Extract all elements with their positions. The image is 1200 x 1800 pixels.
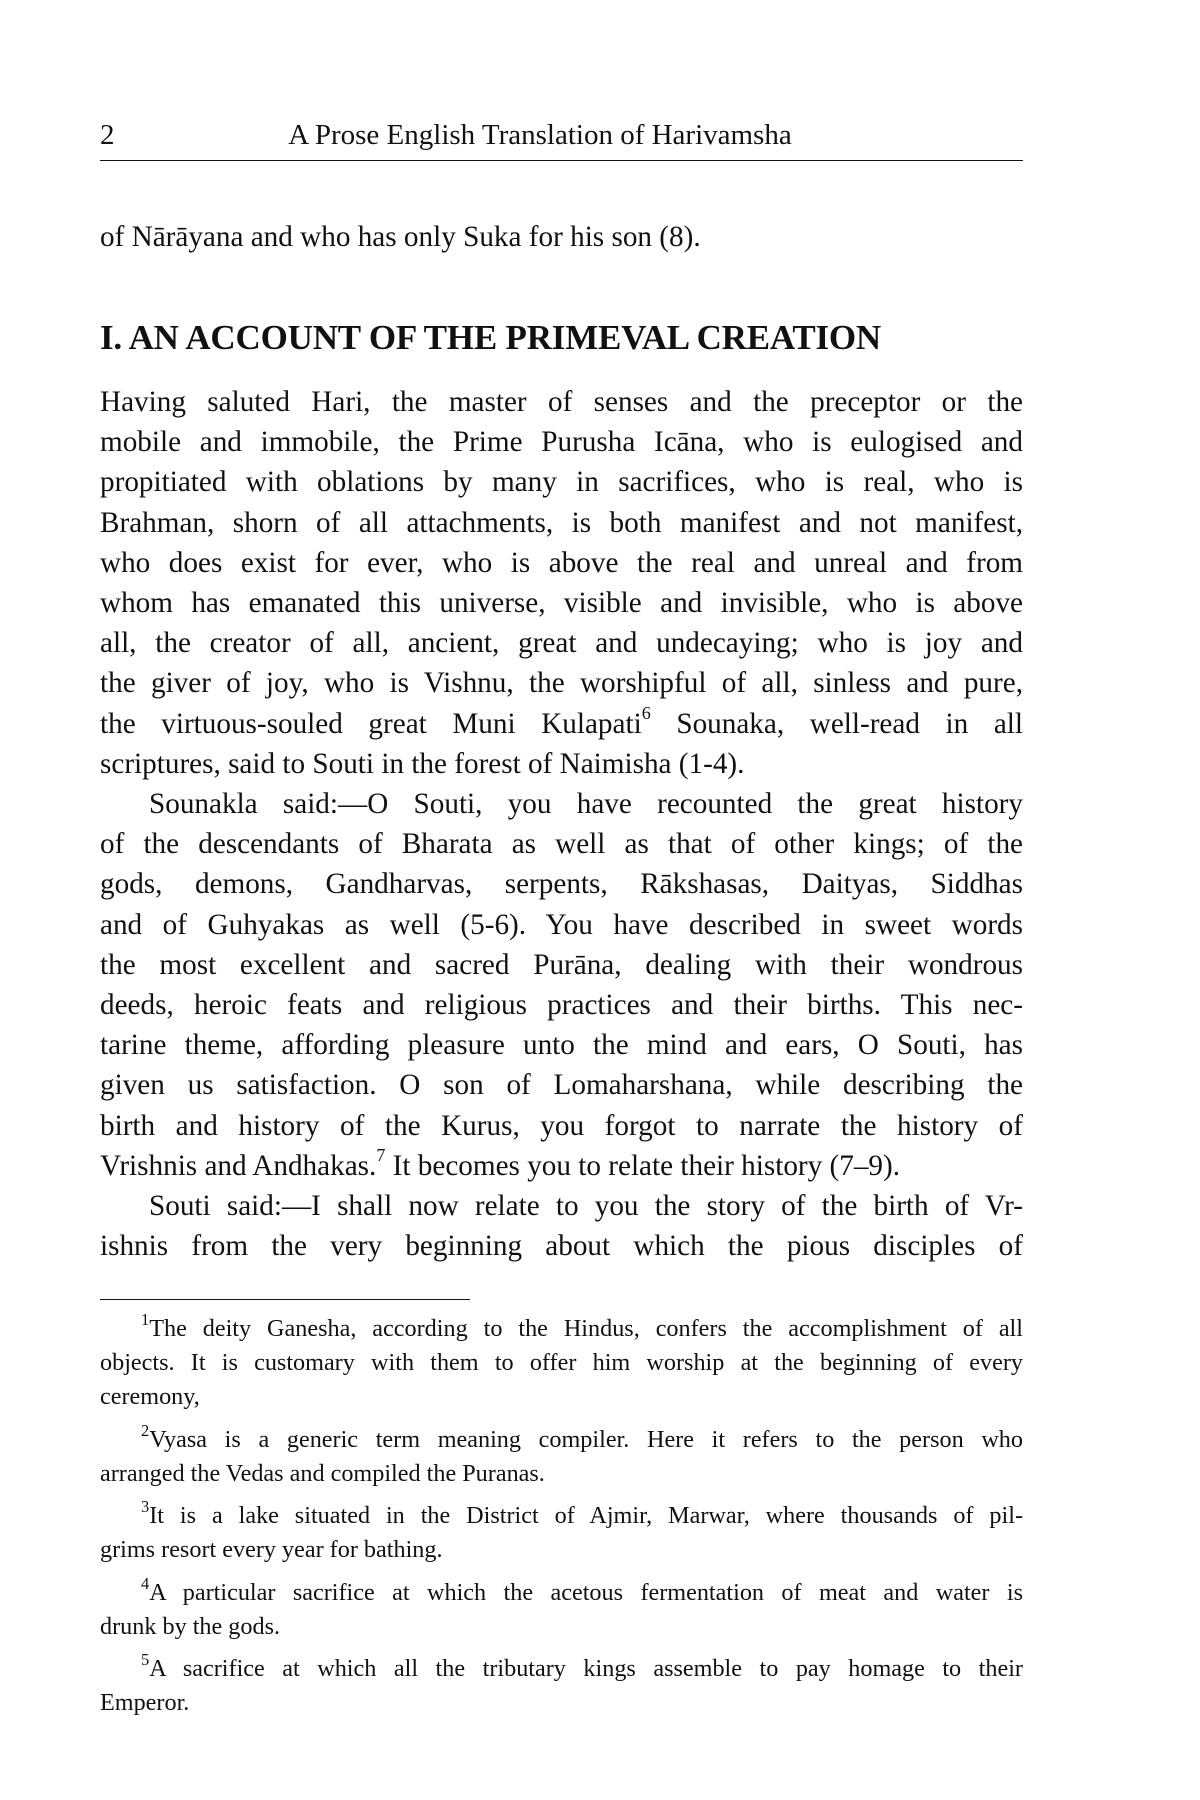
text-line: the most excellent and sacred Purāna, dealing with their wondrous	[100, 948, 1023, 981]
text-line: who does exist for ever, who is above the real and unreal and from	[100, 546, 1023, 579]
text-line: given us satisfaction. O son of Lomaharshana, while describing the	[100, 1069, 1023, 1102]
text-fragment: A particular sacrifice at which the acetous fermentation of meat and water is	[149, 1578, 1023, 1606]
text-line	[100, 1573, 1023, 1610]
text-line: objects. It is customary with them to offer him worship at the beginning of every	[100, 1349, 1023, 1376]
footnote-reference[interactable]: 7	[376, 1145, 386, 1166]
footnote-rule	[100, 1299, 470, 1300]
text-fragment: Vrishnis and Andhakas.	[100, 1149, 377, 1182]
text-line: Brahman, shorn of all attachments, is both manifest and not manifest,	[100, 506, 1023, 539]
text-line: scriptures, said to Souti in the forest of Naimisha (1-4).	[100, 747, 745, 780]
text-line: ishnis from the very beginning about which the pious disciples of	[100, 1230, 1023, 1263]
text-line	[100, 1420, 1023, 1457]
running-head	[100, 115, 1023, 155]
section-body	[100, 382, 1023, 1266]
text-fragment: It is a lake situated in the District of Ajmir, Marwar, where thousands of pil-	[149, 1502, 1023, 1529]
footnotes	[100, 1312, 1023, 1729]
text-line: whom has emanated this universe, visible and invisible, who is above	[100, 587, 1023, 620]
section-heading: I. AN ACCOUNT OF THE PRIMEVAL CREATION	[100, 318, 882, 357]
text-line: deeds, heroic feats and religious practices and their births. This nec-	[100, 989, 1023, 1022]
footnote-marker: 4	[141, 1573, 150, 1593]
text-line: birth and history of the Kurus, you forgot to narrate the history of	[100, 1109, 1023, 1142]
text-fragment: Sounaka, well-read in all	[650, 707, 1023, 740]
text-fragment: The deity Ganesha, according to the Hindus, confers the accomplishment of all	[149, 1315, 1023, 1342]
paragraph	[100, 382, 1023, 784]
text-line: mobile and immobile, the Prime Purusha Icāna, who is eulogised and	[100, 426, 1023, 459]
text-fragment: Vyasa is a generic term meaning compiler. Here it refers to the person who	[149, 1425, 1023, 1453]
text-line	[100, 1652, 1023, 1686]
footnote-marker: 2	[141, 1420, 150, 1440]
footnote-marker: 3	[141, 1497, 150, 1517]
text-fragment: the virtuous-souled great Muni Kulapati	[100, 707, 642, 740]
text-fragment: It becomes you to relate their history (7–9).	[385, 1149, 901, 1182]
text-line	[100, 1499, 1023, 1533]
text-line: of Nārāyana and who has only Suka for his son (8).	[100, 221, 701, 253]
text-line: gods, demons, Gandharvas, serpents, Rākshasas, Daityas, Siddhas	[100, 868, 1023, 901]
text-line	[100, 1312, 1023, 1346]
text-line: arranged the Vedas and compiled the Puranas.	[100, 1459, 545, 1487]
text-line	[100, 1146, 1023, 1186]
text-line: grims resort every year for bathing.	[100, 1536, 443, 1563]
text-line	[100, 704, 1023, 744]
page-number: 2	[100, 119, 115, 151]
text-line: Souti said:—I shall now relate to you the story of the birth of Vr-	[149, 1190, 1023, 1223]
text-line: Emperor.	[100, 1689, 190, 1716]
header-rule	[100, 160, 1023, 161]
text-line: all, the creator of all, ancient, great and undecaying; who is joy and	[100, 627, 1023, 660]
footnote	[100, 1420, 1023, 1491]
footnote-marker: 5	[141, 1650, 150, 1670]
text-line: Sounakla said:—O Souti, you have recounted the great history	[149, 788, 1023, 821]
text-line: of the descendants of Bharata as well as that of other kings; of the	[100, 828, 1023, 861]
footnote	[100, 1499, 1023, 1567]
continuation-paragraph	[100, 217, 1023, 257]
footnote-reference[interactable]: 6	[641, 703, 651, 724]
book-page	[100, 0, 1023, 1800]
book-title: A Prose English Translation of Harivamsha	[288, 119, 792, 151]
footnote	[100, 1312, 1023, 1414]
text-line: drunk by the gods.	[100, 1612, 281, 1640]
paragraph	[100, 784, 1023, 1186]
footnote-marker: 1	[141, 1310, 150, 1330]
text-line: Having saluted Hari, the master of senses and the preceptor or the	[100, 386, 1023, 418]
paragraph	[100, 1186, 1023, 1266]
text-line: tarine theme, affording pleasure unto the mind and ears, O Souti, has	[100, 1029, 1023, 1062]
footnote	[100, 1652, 1023, 1720]
text-line: propitiated with oblations by many in sacrifices, who is real, who is	[100, 466, 1023, 499]
text-line: the giver of joy, who is Vishnu, the worshipful of all, sinless and pure,	[100, 667, 1023, 700]
footnote	[100, 1573, 1023, 1644]
text-line: ceremony,	[100, 1383, 200, 1410]
text-fragment: A sacrifice at which all the tributary kings assemble to pay homage to their	[149, 1655, 1023, 1682]
text-line: and of Guhyakas as well (5-6). You have described in sweet words	[100, 908, 1023, 941]
